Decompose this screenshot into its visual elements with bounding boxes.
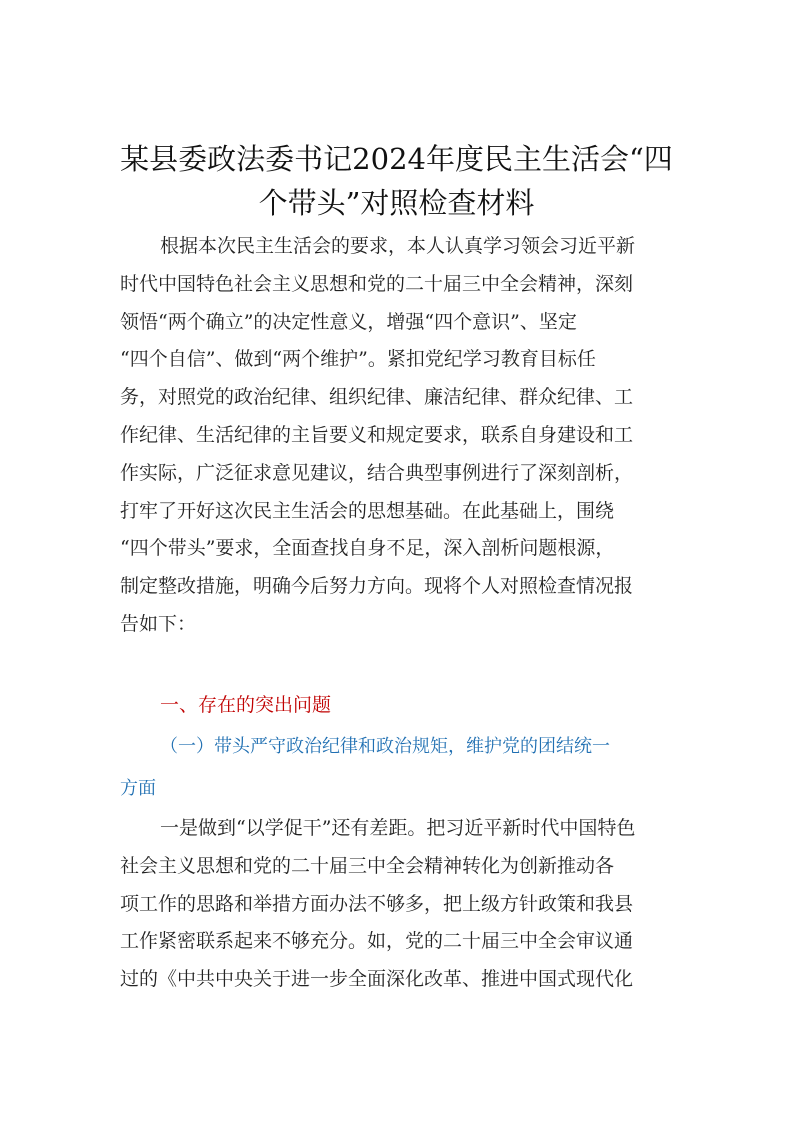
text-line: 一是做到“以学促干”还有差距。把习近平新时代中国特色: [160, 817, 636, 839]
text-line: 根据本次民主生活会的要求，本人认真学习领会习近平新: [160, 235, 636, 257]
intro-paragraph: [120, 228, 676, 644]
text-line: 领悟“两个确立”的决定性意义，增强“四个意识”、坚定: [120, 310, 577, 333]
text-line: 社会主义思想和党的二十届三中全会精神转化为创新推动各: [120, 854, 615, 877]
subsection-heading-line: 方面: [120, 778, 156, 799]
title-line: 个带头”对照检查材料: [258, 186, 535, 221]
text-line: 过的《中共中央关于进一步全面深化改革、推进中国式现代化: [120, 968, 634, 991]
text-line: 作纪律、生活纪律的主旨要义和规定要求，联系自身建设和工: [120, 423, 634, 446]
text-line: 作实际，广泛征求意见建议，结合典型事例进行了深刻剖析，: [120, 461, 634, 484]
text-line: 制定整改措施，明确今后努力方向。现将个人对照检查情况报: [120, 575, 634, 598]
text-line: 工作紧密联系起来不够充分。如，党的二十届三中全会审议通: [120, 930, 634, 953]
subsection-heading: [120, 726, 680, 810]
text-line: 务，对照党的政治纪律、组织纪律、廉洁纪律、群众纪律、工: [120, 386, 634, 409]
body-paragraph: [120, 810, 676, 999]
text-line: “四个自信”、做到“两个维护”。紧扣党纪学习教育目标任: [120, 348, 596, 371]
subsection-heading-line: （一）带头严守政治纪律和政治规矩，维护党的团结统一: [160, 736, 610, 757]
text-line: 打牢了开好这次民主生活会的思想基础。在此基础上，围绕: [120, 499, 615, 522]
title-line: 某县委政法委书记2024年度民主生活会“四: [120, 142, 673, 177]
text-line: 项工作的思路和举措方面办法不够多，把上级方针政策和我县: [120, 892, 634, 915]
text-line: 告如下：: [120, 612, 197, 635]
section-heading: 一、存在的突出问题: [160, 694, 332, 716]
document-title: [100, 137, 693, 225]
text-line: “四个带头”要求，全面查找自身不足，深入剖析问题根源，: [120, 537, 615, 560]
text-line: 时代中国特色社会主义思想和党的二十届三中全会精神，深刻: [120, 272, 634, 295]
